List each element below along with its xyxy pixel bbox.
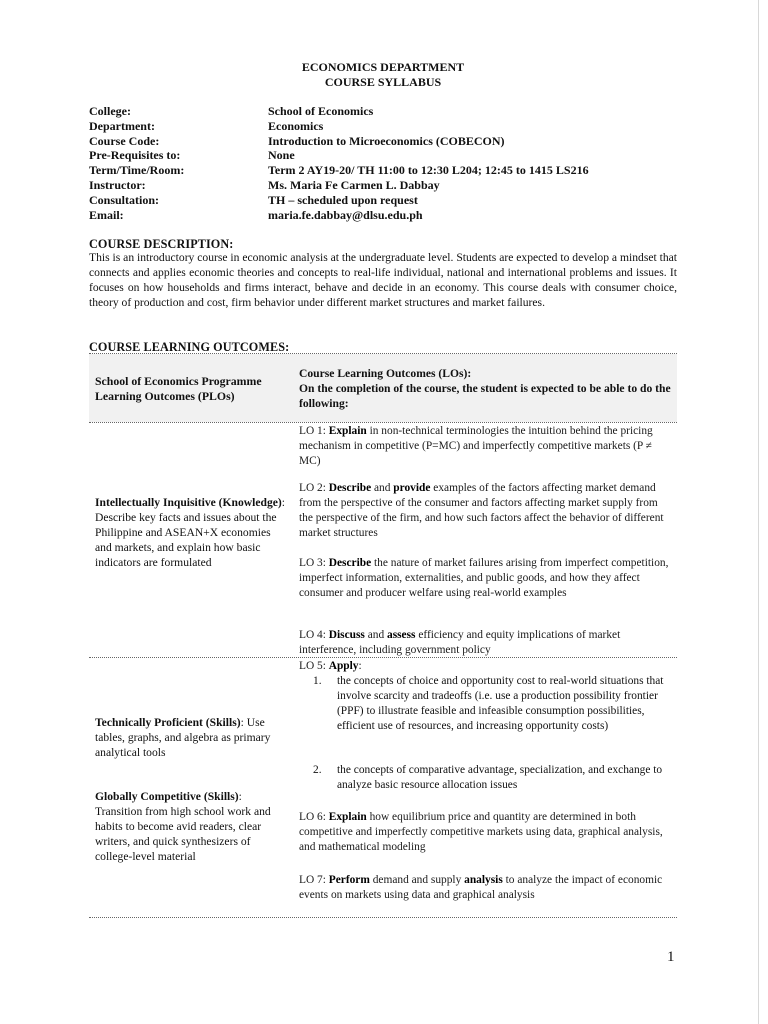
lo-4 xyxy=(299,628,671,658)
lo-5-item-1 xyxy=(313,674,673,734)
list-item-text: the concepts of choice and opportunity cost to real-world situations that involve scarcity and tradeoffs (i.e. use a production possibility frontier (PPF) to illustrate feasible and infeasible consumption possibilities, efficient use of resources, and increasing opportunity costs) xyxy=(337,675,664,732)
lo-verb: Explain xyxy=(328,425,367,437)
info-value: Introduction to Microeconomics (COBECON) xyxy=(268,133,505,148)
lo-verb: Perform xyxy=(328,874,370,886)
info-value: School of Economics xyxy=(268,104,374,118)
lo-column-header-line1: Course Learning Outcomes (LOs): xyxy=(299,367,472,380)
plo-column-header: School of Economics Programme Learning Outcomes (PLOs) xyxy=(95,374,262,403)
plo-title: Intellectually Inquisitive (Knowledge) xyxy=(95,496,282,509)
lo-1 xyxy=(299,424,671,469)
lo-verb: Explain xyxy=(328,811,367,823)
lo-text: in non-technical terminologies the intuition behind the pricing mechanism in competitive (P=MC) and imperfectly competitive markets (P ≠ MC) xyxy=(299,425,653,467)
info-value: None xyxy=(268,148,295,163)
lo-2 xyxy=(299,481,671,541)
lo-5 xyxy=(299,659,671,674)
info-value: Term 2 AY19-20/ TH 11:00 to 12:30 L204; 12:45 to 1415 LS216 xyxy=(268,163,589,178)
lo-verb: Discuss xyxy=(328,629,365,641)
department-title: ECONOMICS DEPARTMENT xyxy=(301,60,465,74)
lo-prefix: LO 2: xyxy=(299,482,329,494)
info-row-department xyxy=(89,119,689,134)
page-number: 1 xyxy=(667,949,675,965)
lo-prefix: LO 6: xyxy=(299,811,329,823)
lo-prefix: LO 4: xyxy=(299,629,329,641)
lo-7 xyxy=(299,873,671,903)
info-label: Term/Time/Room: xyxy=(89,163,185,178)
lo-5-item-2 xyxy=(313,763,673,793)
info-label: Pre-Requisites to: xyxy=(89,148,181,163)
lo-text: efficiency and equity implications of market interference, including government policy xyxy=(299,629,621,656)
table-divider xyxy=(89,657,677,658)
info-row-college xyxy=(89,104,689,119)
course-info-block xyxy=(89,104,689,222)
list-number: 2. xyxy=(313,764,322,776)
plo-text: : Transition from high school work and habits to become avid readers, clear writers, and quick synthesizers of college-level material xyxy=(95,790,271,863)
lo-verb: Apply xyxy=(328,660,359,672)
lo-mid: demand and supply xyxy=(369,874,465,886)
lo-verb: analysis xyxy=(464,874,503,886)
info-row-instructor xyxy=(89,178,689,193)
table-divider xyxy=(89,917,677,918)
info-label: Course Code: xyxy=(89,133,160,148)
course-description-heading: COURSE DESCRIPTION: xyxy=(89,237,234,251)
list-item-text: the concepts of comparative advantage, specialization, and exchange to analyze basic resource allocation issues xyxy=(337,764,663,791)
lo-text: how equilibrium price and quantity are determined in both competitive and imperfectly competitive markets using data, graphical analysis, and mathematical modeling xyxy=(299,811,663,853)
lo-mid: and xyxy=(364,629,387,641)
table-divider xyxy=(89,353,677,354)
lo-column-header-line2: On the completion of the course, the student is expected to be able to do the following: xyxy=(299,382,671,410)
lo-text: to analyze the impact of economic events on markets using data and graphical analysis xyxy=(299,874,663,901)
table-divider xyxy=(89,422,677,423)
plo-intellectually-inquisitive xyxy=(95,495,287,570)
lo-verb: assess xyxy=(387,629,416,641)
lo-3 xyxy=(299,556,671,601)
plo-title: Technically Proficient (Skills) xyxy=(95,716,241,729)
info-value: Economics xyxy=(268,118,324,133)
info-row-prerequisites xyxy=(89,148,689,163)
info-label: Department: xyxy=(89,118,155,133)
info-row-email xyxy=(89,208,689,223)
info-label: Consultation: xyxy=(89,192,160,207)
lo-prefix: LO 1: xyxy=(299,425,329,437)
plo-text: : Use tables, graphs, and algebra as primary analytical tools xyxy=(95,716,271,759)
lo-verb: provide xyxy=(393,482,431,494)
info-label: Instructor: xyxy=(89,177,146,192)
lo-column-header xyxy=(299,366,674,411)
lo-text: examples of the factors affecting market demand from the perspective of the consumer and factors affecting market supply from the perspective of the firm, and how such factors affect the behavior of different market structures xyxy=(299,482,664,539)
info-row-term-time-room xyxy=(89,163,689,178)
course-description-text: This is an introductory course in economic analysis at the undergraduate level. Students are expected to develop a mindset that connects and applies economic theories and concepts to real-life individual, national and international problems and issues. It focuses on how households and firms interact, behave and decide in an economy. This course deals with consumer choice, theory of production and cost, firm behavior under different market structures and market failures. xyxy=(89,251,677,309)
lo-prefix: LO 7: xyxy=(299,874,329,886)
plo-text: : Describe key facts and issues about the Philippine and ASEAN+X economies and markets, and explain how basic indicators are formulated xyxy=(95,496,286,569)
info-value: TH – scheduled upon request xyxy=(268,192,418,207)
lo-prefix: LO 3: xyxy=(299,557,329,569)
plo-title: Globally Competitive (Skills) xyxy=(95,790,239,803)
info-value: Ms. Maria Fe Carmen L. Dabbay xyxy=(268,177,440,192)
plo-globally-competitive xyxy=(95,789,287,864)
lo-verb: Describe xyxy=(328,557,372,569)
plo-technically-proficient xyxy=(95,715,287,760)
info-label: Email: xyxy=(89,207,124,222)
email-link[interactable]: maria.fe.dabbay@dlsu.edu.ph xyxy=(268,207,423,222)
syllabus-title: COURSE SYLLABUS xyxy=(324,75,442,89)
lo-6 xyxy=(299,810,671,855)
lo-text: the nature of market failures arising from imperfect competition, imperfect information, externalities, and public goods, and how they affect consumer and producer welfare using real-world examples xyxy=(299,557,669,599)
lo-mid: and xyxy=(371,482,394,494)
lo-verb: Describe xyxy=(328,482,372,494)
info-row-course-code xyxy=(89,134,689,149)
info-label: College: xyxy=(89,104,131,118)
lo-text: : xyxy=(358,660,362,672)
lo-prefix: LO 5: xyxy=(299,660,329,672)
learning-outcomes-heading: COURSE LEARNING OUTCOMES: xyxy=(89,340,290,354)
info-row-consultation xyxy=(89,193,689,208)
list-number: 1. xyxy=(313,675,322,687)
